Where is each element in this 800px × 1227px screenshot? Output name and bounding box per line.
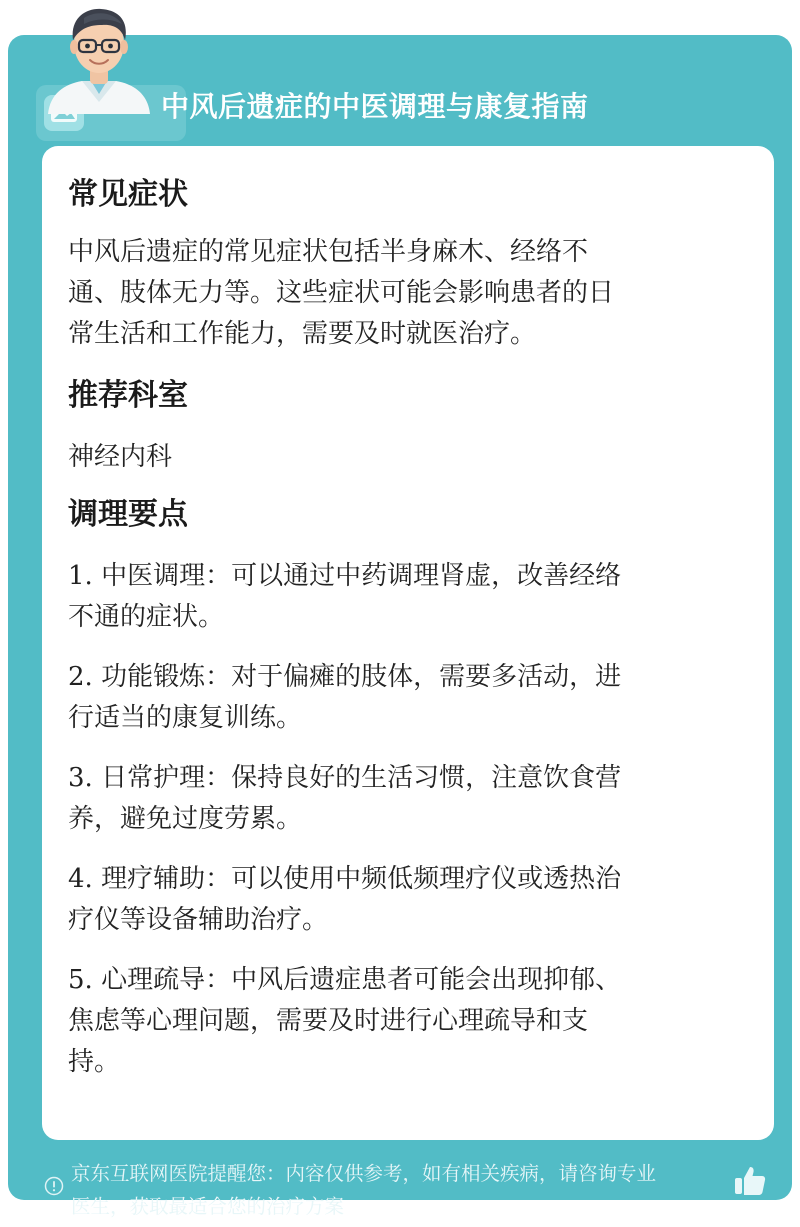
symptoms-heading: 常见症状 — [68, 177, 188, 212]
page-title: 中风后遗症的中医调理与康复指南 — [161, 90, 589, 123]
care-item-number: 3. — [68, 763, 93, 793]
care-item-line: 行适当的康复训练。 — [68, 703, 303, 733]
care-item — [68, 556, 750, 638]
department-heading: 推荐科室 — [68, 378, 188, 413]
symptoms-text — [68, 232, 750, 355]
info-icon — [44, 1176, 64, 1196]
care-item-number: 1. — [68, 561, 93, 591]
symptoms-line: 通、肢体无力等。这些症状可能会影响患者的日 — [68, 278, 615, 308]
care-item-line: 理疗辅助：可以使用中频低频理疗仪或透热治 — [101, 864, 622, 894]
care-item — [68, 960, 750, 1083]
footer-disclaimer — [44, 1157, 774, 1227]
content-panel — [42, 146, 774, 1140]
care-item-line: 中医调理：可以通过中药调理肾虚，改善经络 — [101, 561, 622, 591]
care-item-line: 持。 — [68, 1047, 121, 1077]
guide-card — [8, 35, 792, 1218]
care-item — [68, 859, 750, 941]
care-item-line: 不通的症状。 — [68, 602, 225, 632]
care-heading: 调理要点 — [68, 497, 188, 532]
symptoms-line: 中风后遗症的常见症状包括半身麻木、经络不 — [68, 237, 589, 267]
footer-line: 医生，获取最适合您的治疗方案 — [71, 1195, 345, 1218]
care-item-number: 4. — [68, 864, 93, 894]
care-item-number: 2. — [68, 662, 93, 692]
care-item-line: 功能锻炼：对于偏瘫的肢体，需要多活动，进 — [101, 662, 622, 692]
doctor-avatar-icon — [44, 2, 154, 114]
care-item-line: 焦虑等心理问题，需要及时进行心理疏导和支 — [68, 1006, 589, 1036]
footer-line: 京东互联网医院提醒您：内容仅供参考，如有相关疾病，请咨询专业 — [71, 1162, 657, 1185]
thumbs-up-icon[interactable] — [732, 1163, 768, 1199]
care-item-line: 养，避免过度劳累。 — [68, 804, 303, 834]
care-item — [68, 657, 750, 739]
care-item-line: 日常护理：保持良好的生活习惯，注意饮食营 — [101, 763, 622, 793]
care-item — [68, 758, 750, 840]
footer-text — [71, 1157, 739, 1223]
care-item-number: 5. — [68, 965, 93, 995]
department-text: 神经内科 — [68, 442, 173, 472]
care-list — [68, 556, 750, 1083]
symptoms-line: 常生活和工作能力，需要及时就医治疗。 — [68, 319, 537, 349]
care-item-line: 疗仪等设备辅助治疗。 — [68, 905, 329, 935]
care-item-line: 心理疏导：中风后遗症患者可能会出现抑郁、 — [101, 965, 622, 995]
